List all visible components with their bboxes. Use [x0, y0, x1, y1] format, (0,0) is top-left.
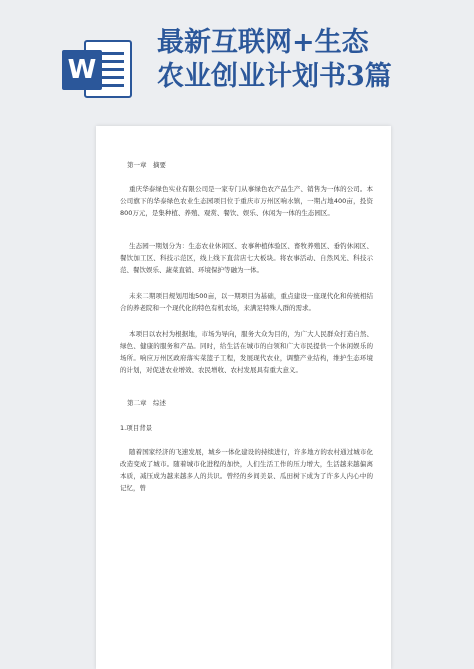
word-document-icon [62, 38, 134, 100]
chapter-2-heading: 第二章 综述 [127, 399, 166, 407]
paragraph-3 [120, 290, 373, 314]
paragraph-1-text: 重庆华泰绿色实业有限公司是一家专门从事绿色农产品生产、销售为一体的公司。本公司旗下的华泰绿色农业生态园项目位于重庆市万州区响水镇，一期占地400亩，投资800万元，是集种植、养殖、观赏、餐饮、娱乐、休闲为一体的生态园区。 [120, 185, 373, 217]
word-icon-letter: W [62, 50, 102, 90]
paragraph-1 [120, 183, 373, 219]
paragraph-2 [120, 240, 373, 276]
title-line-1: 最新互联网+生态 [157, 27, 369, 58]
title-line-2: 农业创业计划书3篇 [157, 61, 392, 92]
paragraph-3-text: 未来二期项目规划用地500亩，以一期项目为基础，重点建设一座现代化和传统相结合的养老院和一个现代化的特色有机农场，来满足特殊人群的需求。 [120, 292, 373, 312]
page-title [157, 26, 467, 94]
section-1-heading: 1.项目背景 [120, 424, 153, 432]
paragraph-4 [120, 328, 373, 376]
paragraph-4-text: 本项目以农村为根据地，市场为导向，服务大众为目的，为广大人民群众打造自然、绿色、健康的服务和产品。同时，给生活在城市的白领和广大市民提供一个休闲娱乐的场所。响应万州区政府落实菜篮子工程，发展现代农业，调整产业结构，维护生态环境的计划，对促进农业增效、农民增收、农村发展具有重大意义。 [120, 330, 373, 374]
paragraph-2-text: 生态园一期划分为：生态农业休闲区、农事种植体验区、畜牧养殖区、垂钓休闲区、餐饮加工区、科技示范区，线上线下直营店七大板块。将农事活动、自然风光、科技示范、餐饮娱乐、蔬菜直销、环境保护等融为一体。 [120, 242, 373, 274]
header-banner [0, 0, 474, 108]
document-page [96, 126, 391, 669]
paragraph-5-text: 随着国家经济的飞速发展，城乡一体化建设的持续进行，许多地方的农村通过城市化改造变成了城市。随着城市化进程的加快，人们生活工作的压力增大，生活越来越偏离本质，减压成为越来越多人的共识。曾经的乡间美景、瓜田树下成为了许多人内心中的记忆，曾 [120, 448, 373, 492]
chapter-1-heading: 第一章 摘要 [127, 161, 166, 169]
paragraph-5 [120, 446, 373, 494]
